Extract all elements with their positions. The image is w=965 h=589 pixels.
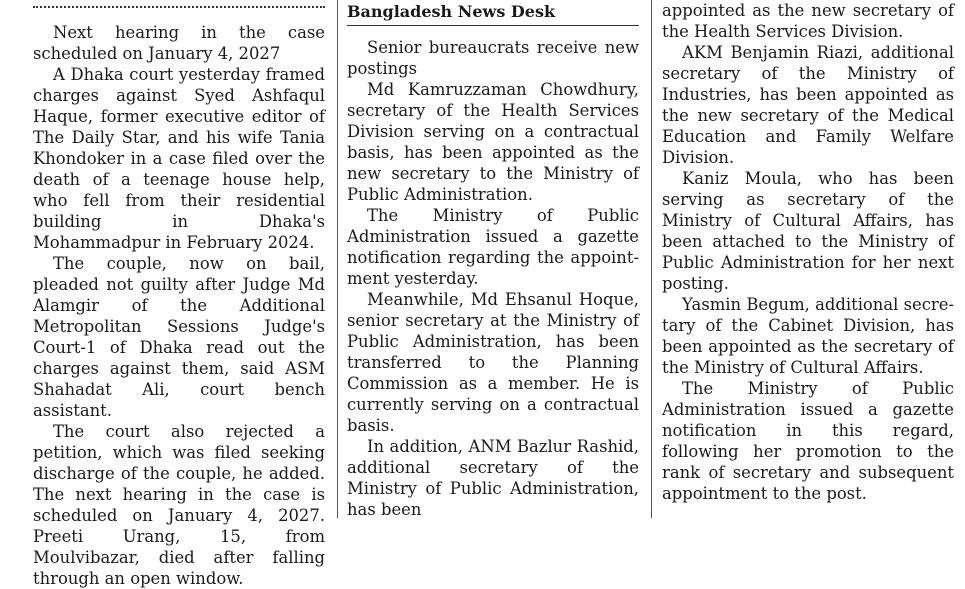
column-1 — [33, 0, 325, 588]
paragraph: The Ministry of Public Administration issued a gazette notification regarding the appointment yesterday. — [347, 206, 639, 288]
paragraph: Kaniz Moula, who has been serving as secretary of the Ministry of Cultural Affairs, has been attached to the Ministry of Public Administration for her next posting. — [662, 169, 954, 293]
section-header: Bangladesh News Desk — [347, 0, 639, 26]
paragraph: A Dhaka court yesterday framed charges against Syed Ashfaqul Haque, former executive editor of The Daily Star, and his wife Tania Khondoker in a case filed over the death of a teenage house help, who fell from their residential building in Dhaka's Mohammadpur in February 2024. — [33, 65, 325, 252]
paragraph: The court also rejected a petition, which was filed seeking discharge of the couple, he added. The next hearing in the case is scheduled on January 4, 2027. Preeti Urang, 15, from Moulvibazar, died after falling through an open window. — [33, 422, 325, 588]
paragraph: AKM Benjamin Riazi, additional secretary of the Ministry of Industries, has been appointed as the new secretary of the Medical Education and Family Welfare Division. — [662, 43, 954, 167]
paragraph: Meanwhile, Md Ehsanul Hoque, senior secretary at the Ministry of Public Administration, has been transferred to the Planning Commission as a member. He is currently serving on a contractual basis. — [347, 290, 639, 435]
column-divider — [651, 0, 652, 518]
paragraph: Md Kamruzzaman Chowdhury, secretary of the Health Services Division serving on a contractual basis, has been appointed as the new secretary to the Ministry of Public Administration. — [347, 80, 639, 204]
paragraph: The Ministry of Public Administration issued a gazette notification in this regard, following her promotion to the rank of secretary and subsequent appointment to the post. — [662, 379, 954, 503]
column-3 — [662, 0, 954, 518]
paragraph: The couple, now on bail, pleaded not guilty after Judge Md Alamgir of the Additional Metropolitan Sessions Judge's Court-1 of Dhaka read out the charges against them, said ASM Shahadat Ali, court bench assistant. — [33, 254, 325, 420]
column-2 — [347, 0, 639, 518]
paragraph: In addition, ANM Bazlur Rashid, additional secretary of the Ministry of Public Administration, has been — [347, 437, 639, 519]
paragraph: Yasmin Begum, additional secretary of the Cabinet Division, has been appointed as the secretary of the Ministry of Cultural Affairs. — [662, 295, 954, 377]
column-divider — [337, 0, 338, 518]
paragraph: Next hearing in the case scheduled on January 4, 2027 — [33, 23, 325, 63]
headline: Senior bureaucrats receive new postings — [347, 38, 639, 78]
paragraph: appointed as the new secretary of the Health Services Division. — [662, 1, 954, 41]
